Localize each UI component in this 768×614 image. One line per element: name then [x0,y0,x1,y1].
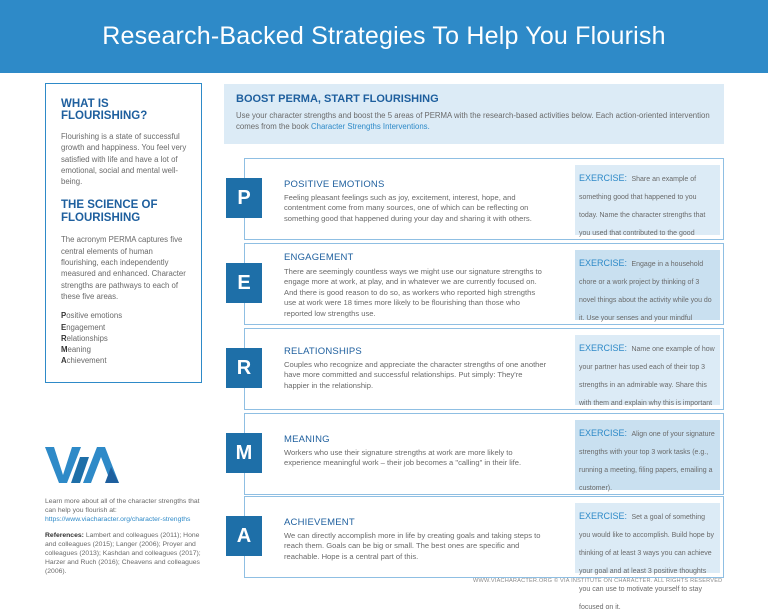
row-card [244,243,724,325]
row-text: Feeling pleasant feelings such as joy, excitement, interest, hope, and contentment come from many sources, one of which can be reflecting on something good that happened during your day and sharing it with others. [284,193,532,223]
letter-badge: A [226,516,262,556]
row-title: ENGAGEMENT [284,252,354,263]
perma-item: Achievement [61,356,107,366]
row-card [244,158,724,240]
perma-list [61,310,188,366]
references: References: Lambert and colleagues (2011); Hone and colleagues (2015); Langer (2006); Proyer and colleagues (2013); Kashdan and colleagues (2017); Harzer and Ruch (2016); Cheavens and colleagues (2006). [45,532,201,575]
boost-title: BOOST PERMA, START FLOURISHING [236,93,439,105]
perma-item: Engagement [61,322,106,332]
letter-badge: R [226,348,262,388]
letter-badge: P [226,178,262,218]
row-text: Workers who use their signature strengths at work are more likely to experience meaningful work – their job becomes a "calling" in their life. [284,448,522,468]
row-title: RELATIONSHIPS [284,346,362,357]
row-text: There are seemingly countless ways we might use our signature strengths to engage more at work, at play, and in whatever we are currently focused on. And there is good reason to do so, as workers who reported high strengths use at work were 18 times more likely to be flourishing than those who reported low strengths use. [284,267,542,318]
strengths-link[interactable]: https://www.viacharacter.org/character-strengths [45,516,191,523]
page-header [0,0,768,73]
learn-more: Learn more about all of the character strengths that can help you flourish at: https://www.viacharacter.org/character-strengths [45,498,200,523]
footer-copyright: WWW.VIACHARACTER.ORG © VIA INSTITUTE ON CHARACTER. ALL RIGHTS RESERVED [473,578,723,584]
perma-row-m [226,413,724,495]
perma-item: Meaning [61,345,91,355]
letter-badge: E [226,263,262,303]
row-title: MEANING [284,434,330,445]
boost-text: Use your character strengths and boost the 5 areas of PERMA with the research-based activities below. Each action-oriented intervention comes from the book Character Strengths Interventions. [236,111,710,131]
perma-row-e [226,243,724,325]
row-title: POSITIVE EMOTIONS [284,179,385,190]
science-heading: THE SCIENCE OF FLOURISHING [61,199,158,225]
perma-item: Relationships [61,333,108,343]
science-text: The acronym PERMA captures five central elements of human flourishing, each independently measured and enhanced. Character strengths are pathways to each of these five areas. [61,235,186,301]
perma-row-r [226,328,724,410]
sidebar-box [45,83,202,383]
page-title: Research-Backed Strategies To Help You Flourish [102,22,666,50]
what-text: Flourishing is a state of successful growth and happiness. You feel very satisfied with life and have a lot of emotional, social and mental well-being. [61,132,187,187]
via-logo [45,445,127,485]
row-title: ACHIEVEMENT [284,517,355,528]
exercise-box: EXERCISE: Name one example of how your partner has used each of their top 3 strengths in an admirable way. Share this with them and explain why this is important [575,335,720,405]
exercise-box: EXERCISE: Align one of your signature strengths with your top 3 work tasks (e.g., running a meeting, filing papers, emailing a customer). [575,420,720,490]
perma-item: Positive emotions [61,311,123,321]
row-text: Couples who recognize and appreciate the character strengths of one another have more committed and successful relationships. Put simply: They're happier in the relationship. [284,360,547,390]
row-card [244,413,724,495]
perma-row-p [226,158,724,240]
row-text: We can directly accomplish more in life by creating goals and taking steps to reach them. Goals can be big or small. The best ones are specific and reachable. Hope is a central part of this. [284,531,541,561]
exercise-box: EXERCISE: Share an example of something good that happened to you today. Name the character strengths that you used that contributed to the good [575,165,720,235]
exercise-box: EXERCISE: Engage in a household chore or a work project by thinking of 3 novel things about the activity while you do it. Use your senses and your mindful [575,250,720,320]
exercise-box: EXERCISE: Set a goal of something you would like to accomplish. Build hope by thinking of at least 3 ways you can achieve your goal and at least 3 positive thoughts you can use to motivate yourself to stay focused on it. [575,503,720,573]
book-link[interactable]: Character Strengths Interventions. [310,121,430,131]
what-heading: WHAT IS FLOURISHING? [61,98,148,122]
row-card [244,328,724,410]
boost-banner [224,84,724,144]
letter-badge: M [226,433,262,473]
